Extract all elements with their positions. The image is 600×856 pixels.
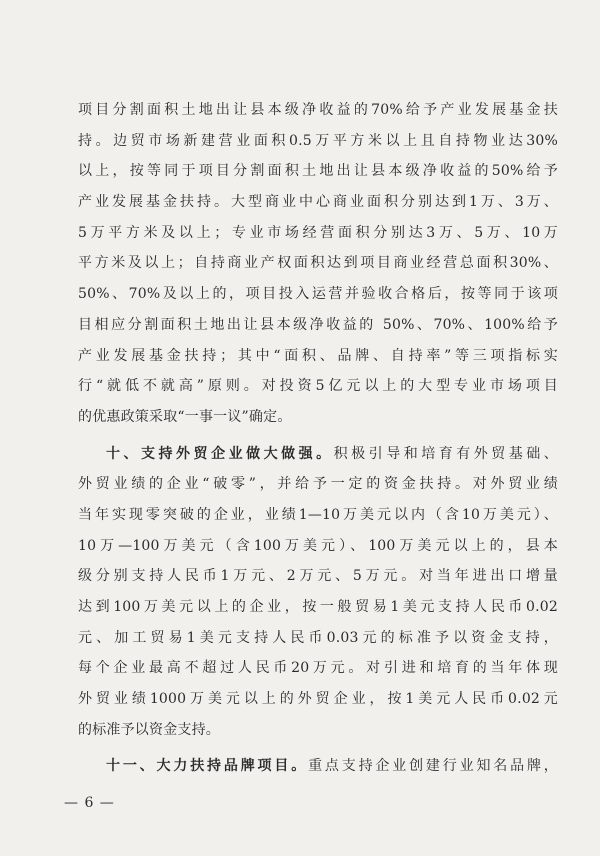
text-line: 产业发展基金扶持；其中“面积、品牌、自持率”等三项指标实 <box>78 347 558 364</box>
text-line: 目相应分割面积土地出让县本级净收益的 50%、70%、100%给予 <box>78 316 558 333</box>
text-line: 项目分割面积土地出让县本级净收益的70%给予产业发展基金扶 <box>78 102 558 118</box>
text-line: 以上，按等同于项目分割面积土地出让县本级净收益的50%给予 <box>78 163 558 180</box>
paragraph-1 <box>78 95 558 433</box>
text-line: 平方米及以上；自持商业产权面积达到项目商业经营总面积30%、 <box>78 255 558 272</box>
text-line: 10万—100万美元（含100万美元）、100万美元以上的，县本 <box>78 537 558 554</box>
section-first-line <box>78 751 558 782</box>
paragraph-10 <box>78 439 558 746</box>
page-number: — 6 — <box>64 795 115 811</box>
text-line: 级分别支持人民币1万元、2万元、5万元。对当年进出口增量 <box>78 568 558 585</box>
section-heading: 十一、大力扶持品牌项目。 <box>106 758 309 775</box>
paragraph-11 <box>78 751 558 782</box>
text-line: 的标准予以资金支持。 <box>78 721 220 738</box>
text-line: 持。边贸市场新建营业面积0.5万平方米以上且自持物业达30% <box>78 132 558 149</box>
text-line: 行“就低不就高”原则。对投资5亿元以上的大型专业市场项目 <box>78 378 558 395</box>
text-line: 外贸业绩1000万美元以上的外贸企业，按1美元人民币0.02元 <box>78 691 558 708</box>
text-line: 的优惠政策采取“一事一议”确定。 <box>78 408 292 425</box>
text-line: 当年实现零突破的企业，业绩1—10万美元以内（含10万美元）、 <box>78 506 558 523</box>
text-line: 外贸业绩的企业“破零”，并给予一定的资金扶持。对外贸业绩 <box>78 476 558 493</box>
text-run: 积极引导和培育有外贸基础、 <box>333 445 558 462</box>
text-line: 每个企业最高不超过人民币20万元。对引进和培育的当年体现 <box>78 660 558 677</box>
body-text <box>78 95 558 782</box>
section-heading: 十、支持外贸企业做大做强。 <box>106 445 334 462</box>
text-line: 产业发展基金扶持。大型商业中心商业面积分别达到1万、3万、 <box>78 194 558 211</box>
section-first-line <box>78 439 558 470</box>
text-line: 元、加工贸易1美元支持人民币0.03元的标准予以资金支持， <box>78 629 558 646</box>
text-line: 50%、70%及以上的，项目投入运营并验收合格后，按等同于该项 <box>78 286 558 303</box>
text-line: 5万平方米及以上；专业市场经营面积分别达3万、5万、10万 <box>78 224 558 241</box>
text-run: 重点支持企业创建行业知名品牌， <box>308 758 558 775</box>
text-line: 达到100万美元以上的企业，按一般贸易1美元支持人民币0.02 <box>78 599 558 615</box>
